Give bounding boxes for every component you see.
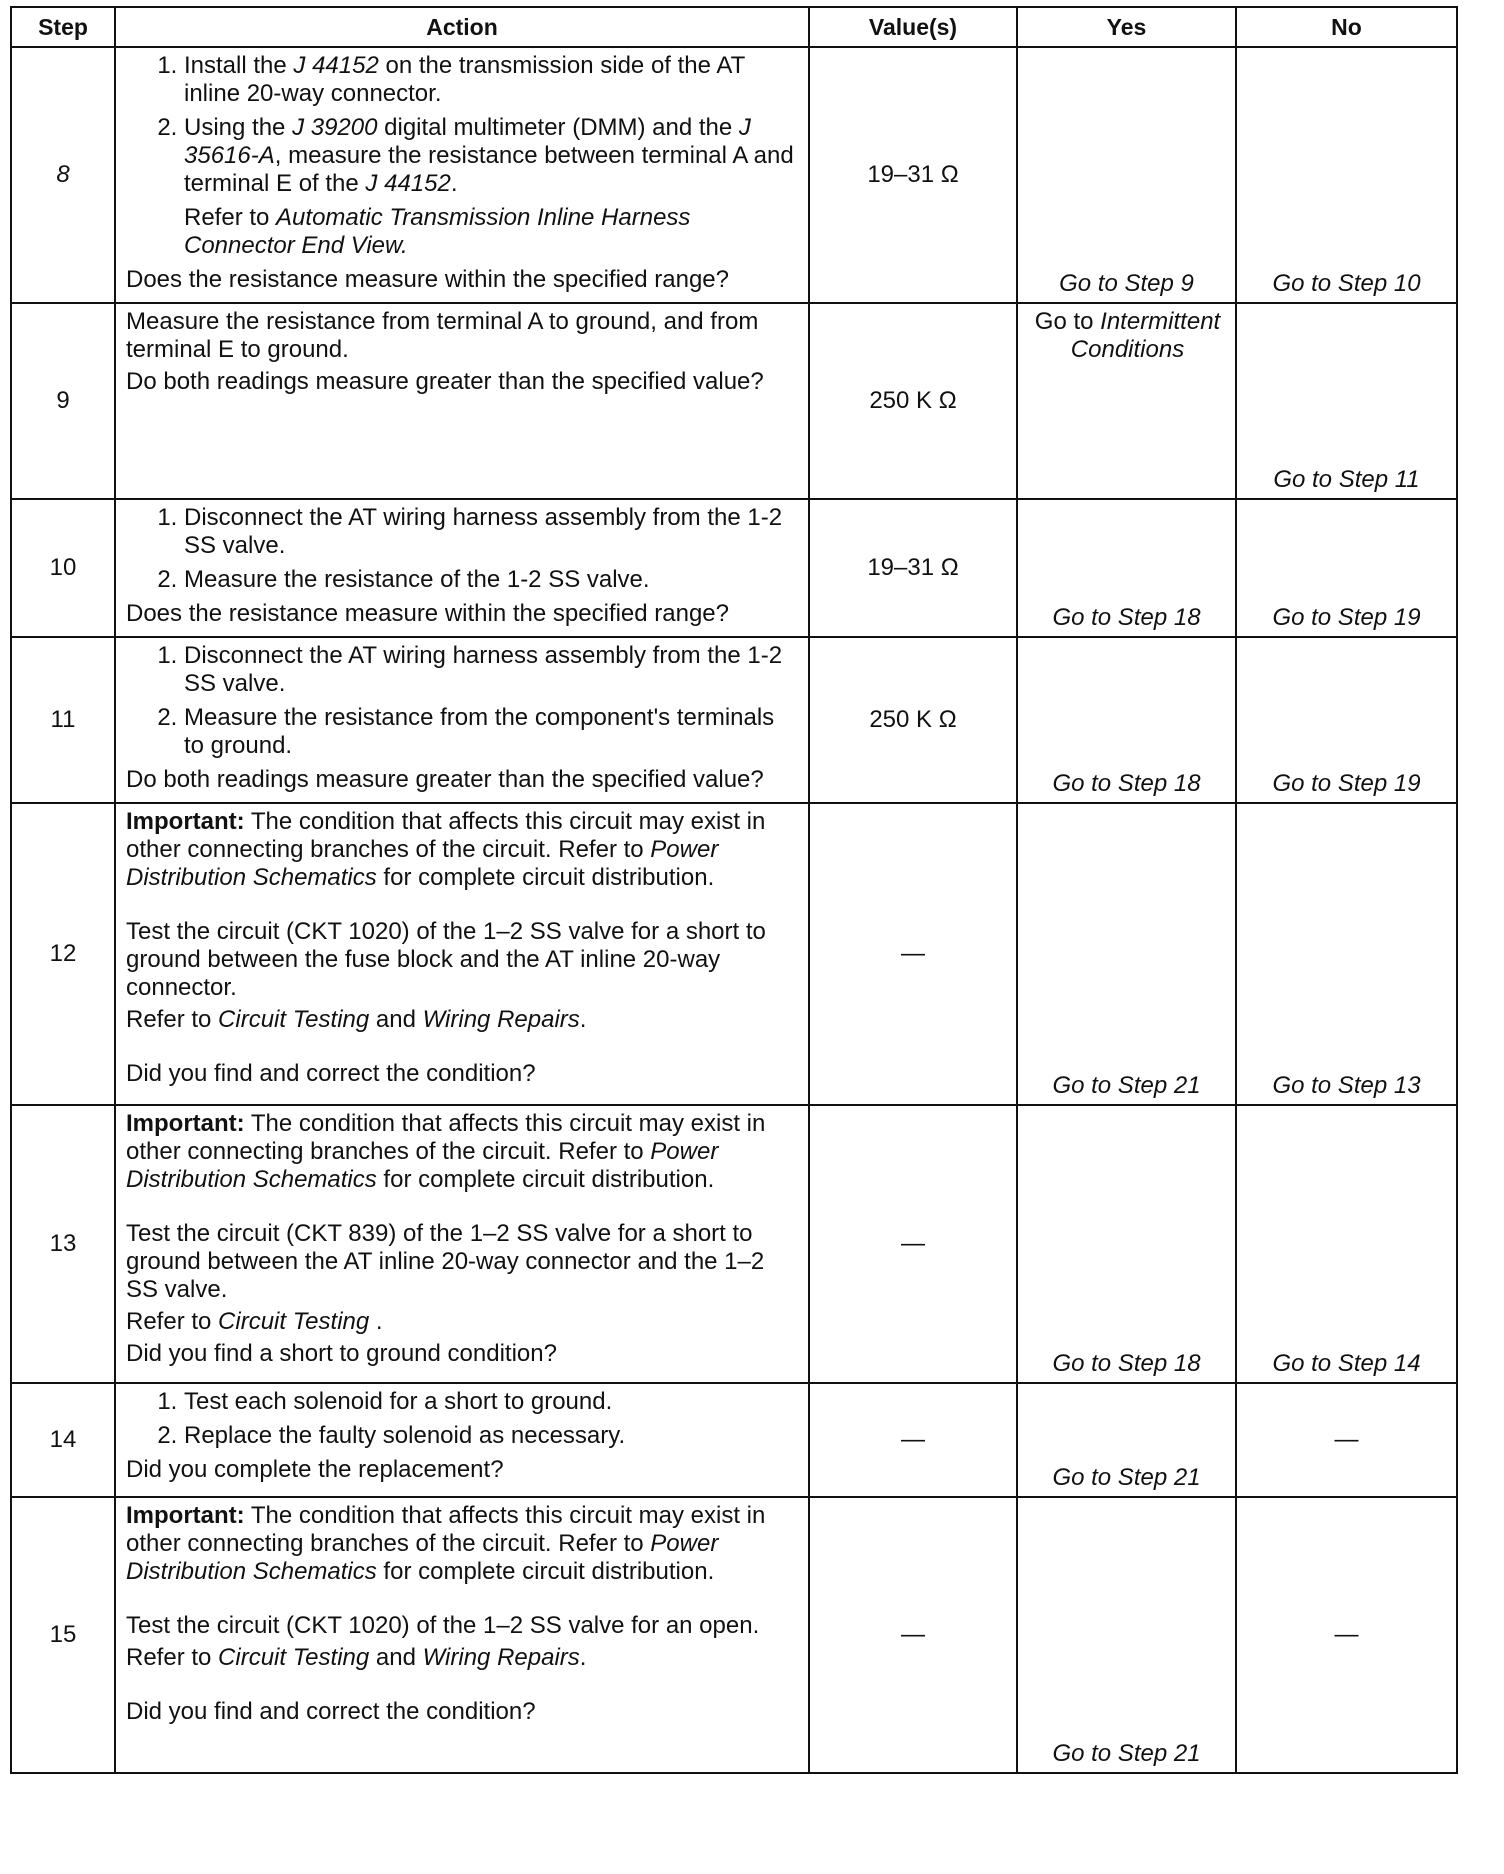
step-number: 13 <box>11 1105 115 1383</box>
action-cell <box>115 1497 809 1773</box>
yes-result: Go to Step 18 <box>1052 770 1201 797</box>
yes-cell <box>1017 303 1236 499</box>
question: Did you complete the replacement? <box>126 1456 504 1483</box>
value-cell: — <box>809 803 1017 1105</box>
action-cell <box>115 499 809 637</box>
yes-result: Go to Step 9 <box>1059 270 1194 297</box>
action-steps <box>126 1388 798 1450</box>
header-yes: Yes <box>1017 7 1236 47</box>
value-cell: 250 K Ω <box>809 637 1017 803</box>
no-cell <box>1236 803 1457 1105</box>
reference-note: Refer to Circuit Testing and Wiring Repairs. <box>126 1644 587 1671</box>
no-result: Go to Step 19 <box>1272 604 1421 631</box>
important-note: Important: The condition that affects this circuit may exist in other connecting branches of the circuit. Refer to Power Distribution Schematics for complete circuit distribution. <box>126 1502 766 1585</box>
no-result: Go to Step 11 <box>1273 466 1420 493</box>
header-row <box>11 7 1457 47</box>
yes-cell <box>1017 1497 1236 1773</box>
no-result: Go to Step 14 <box>1272 1350 1421 1377</box>
yes-cell <box>1017 637 1236 803</box>
action-step: 2. Replace the faulty solenoid as necessary. <box>184 1422 798 1450</box>
action-step: 1. Disconnect the AT wiring harness assembly from the 1-2 SS valve. <box>184 504 798 560</box>
instruction: Test the circuit (CKT 1020) of the 1–2 SS valve for an open. <box>126 1612 760 1639</box>
step-number: 11 <box>11 637 115 803</box>
no-cell <box>1236 1105 1457 1383</box>
no-cell <box>1236 303 1457 499</box>
important-note: Important: The condition that affects this circuit may exist in other connecting branches of the circuit. Refer to Power Distribution Schematics for complete circuit distribution. <box>126 808 766 891</box>
step-number: 8 <box>11 47 115 303</box>
header-step: Step <box>11 7 115 47</box>
action-step: 1. Disconnect the AT wiring harness assembly from the 1-2 SS valve. <box>184 642 798 698</box>
table-row <box>11 47 1457 303</box>
header-values: Value(s) <box>809 7 1017 47</box>
yes-result: Go to Step 18 <box>1052 1350 1201 1377</box>
question: Do both readings measure greater than the specified value? <box>126 766 764 793</box>
yes-cell <box>1017 47 1236 303</box>
table-row <box>11 499 1457 637</box>
question: Does the resistance measure within the specified range? <box>126 266 729 293</box>
no-cell <box>1236 1383 1457 1497</box>
value-cell: 250 K Ω <box>809 303 1017 499</box>
question: Did you find and correct the condition? <box>126 1698 536 1725</box>
no-result: — <box>1334 1621 1359 1648</box>
action-cell <box>115 803 809 1105</box>
no-cell <box>1236 1497 1457 1773</box>
table-row <box>11 303 1457 499</box>
yes-cell <box>1017 803 1236 1105</box>
question: Did you find a short to ground condition? <box>126 1340 557 1367</box>
action-cell <box>115 637 809 803</box>
yes-result: Go to Step 21 <box>1052 1740 1201 1767</box>
step-number: 14 <box>11 1383 115 1497</box>
header-action: Action <box>115 7 809 47</box>
step-number: 10 <box>11 499 115 637</box>
table-row <box>11 1497 1457 1773</box>
action-steps <box>126 504 798 594</box>
value-cell: — <box>809 1105 1017 1383</box>
no-cell <box>1236 47 1457 303</box>
no-result: Go to Step 10 <box>1272 270 1421 297</box>
no-cell <box>1236 637 1457 803</box>
reference-note: Refer to Automatic Transmission Inline Harness Connector End View. <box>184 204 691 259</box>
table-row <box>11 1105 1457 1383</box>
action-step: 2. Measure the resistance from the component's terminals to ground. <box>184 704 798 760</box>
yes-cell <box>1017 499 1236 637</box>
yes-cell <box>1017 1105 1236 1383</box>
reference-note: Refer to Circuit Testing and Wiring Repairs. <box>126 1006 587 1033</box>
action-steps <box>126 642 798 760</box>
action-step: 1. Test each solenoid for a short to ground. <box>184 1388 798 1416</box>
instruction: Measure the resistance from terminal A to ground, and from terminal E to ground. <box>126 308 759 363</box>
question: Do both readings measure greater than the specified value? <box>126 368 764 395</box>
question: Did you find and correct the condition? <box>126 1060 536 1087</box>
diagnostic-table <box>10 6 1458 1774</box>
table-row <box>11 803 1457 1105</box>
table-row <box>11 637 1457 803</box>
no-result: — <box>1334 1426 1359 1453</box>
instruction: Test the circuit (CKT 1020) of the 1–2 SS valve for a short to ground between the fuse block and the AT inline 20-way connector. <box>126 918 766 1001</box>
action-cell <box>115 47 809 303</box>
step-number: 9 <box>11 303 115 499</box>
yes-cell <box>1017 1383 1236 1497</box>
step-number: 12 <box>11 803 115 1105</box>
important-note: Important: The condition that affects this circuit may exist in other connecting branches of the circuit. Refer to Power Distribution Schematics for complete circuit distribution. <box>126 1110 766 1193</box>
action-step: 2. Measure the resistance of the 1-2 SS valve. <box>184 566 798 594</box>
yes-result: Go to Intermittent Conditions <box>1034 308 1221 363</box>
action-steps <box>126 52 798 198</box>
action-cell <box>115 303 809 499</box>
action-cell <box>115 1105 809 1383</box>
table-row <box>11 1383 1457 1497</box>
step-number: 15 <box>11 1497 115 1773</box>
diagnostic-table-page <box>10 6 1456 1774</box>
question: Does the resistance measure within the specified range? <box>126 600 729 627</box>
value-cell: 19–31 Ω <box>809 499 1017 637</box>
value-cell: — <box>809 1497 1017 1773</box>
yes-result: Go to Step 18 <box>1052 604 1201 631</box>
value-cell: 19–31 Ω <box>809 47 1017 303</box>
no-result: Go to Step 13 <box>1272 1072 1421 1099</box>
no-result: Go to Step 19 <box>1272 770 1421 797</box>
header-no: No <box>1236 7 1457 47</box>
yes-result: Go to Step 21 <box>1052 1464 1201 1491</box>
action-step: 2. Using the J 39200 digital multimeter (DMM) and the J 35616-A, measure the resistance between terminal A and terminal E of the J 44152. <box>184 114 798 198</box>
yes-result: Go to Step 21 <box>1052 1072 1201 1099</box>
action-cell <box>115 1383 809 1497</box>
value-cell: — <box>809 1383 1017 1497</box>
action-step: 1. Install the J 44152 on the transmission side of the AT inline 20-way connector. <box>184 52 798 108</box>
no-cell <box>1236 499 1457 637</box>
instruction: Test the circuit (CKT 839) of the 1–2 SS valve for a short to ground between the AT inline 20-way connector and the 1–2 SS valve. <box>126 1220 765 1303</box>
reference-note: Refer to Circuit Testing . <box>126 1308 383 1335</box>
